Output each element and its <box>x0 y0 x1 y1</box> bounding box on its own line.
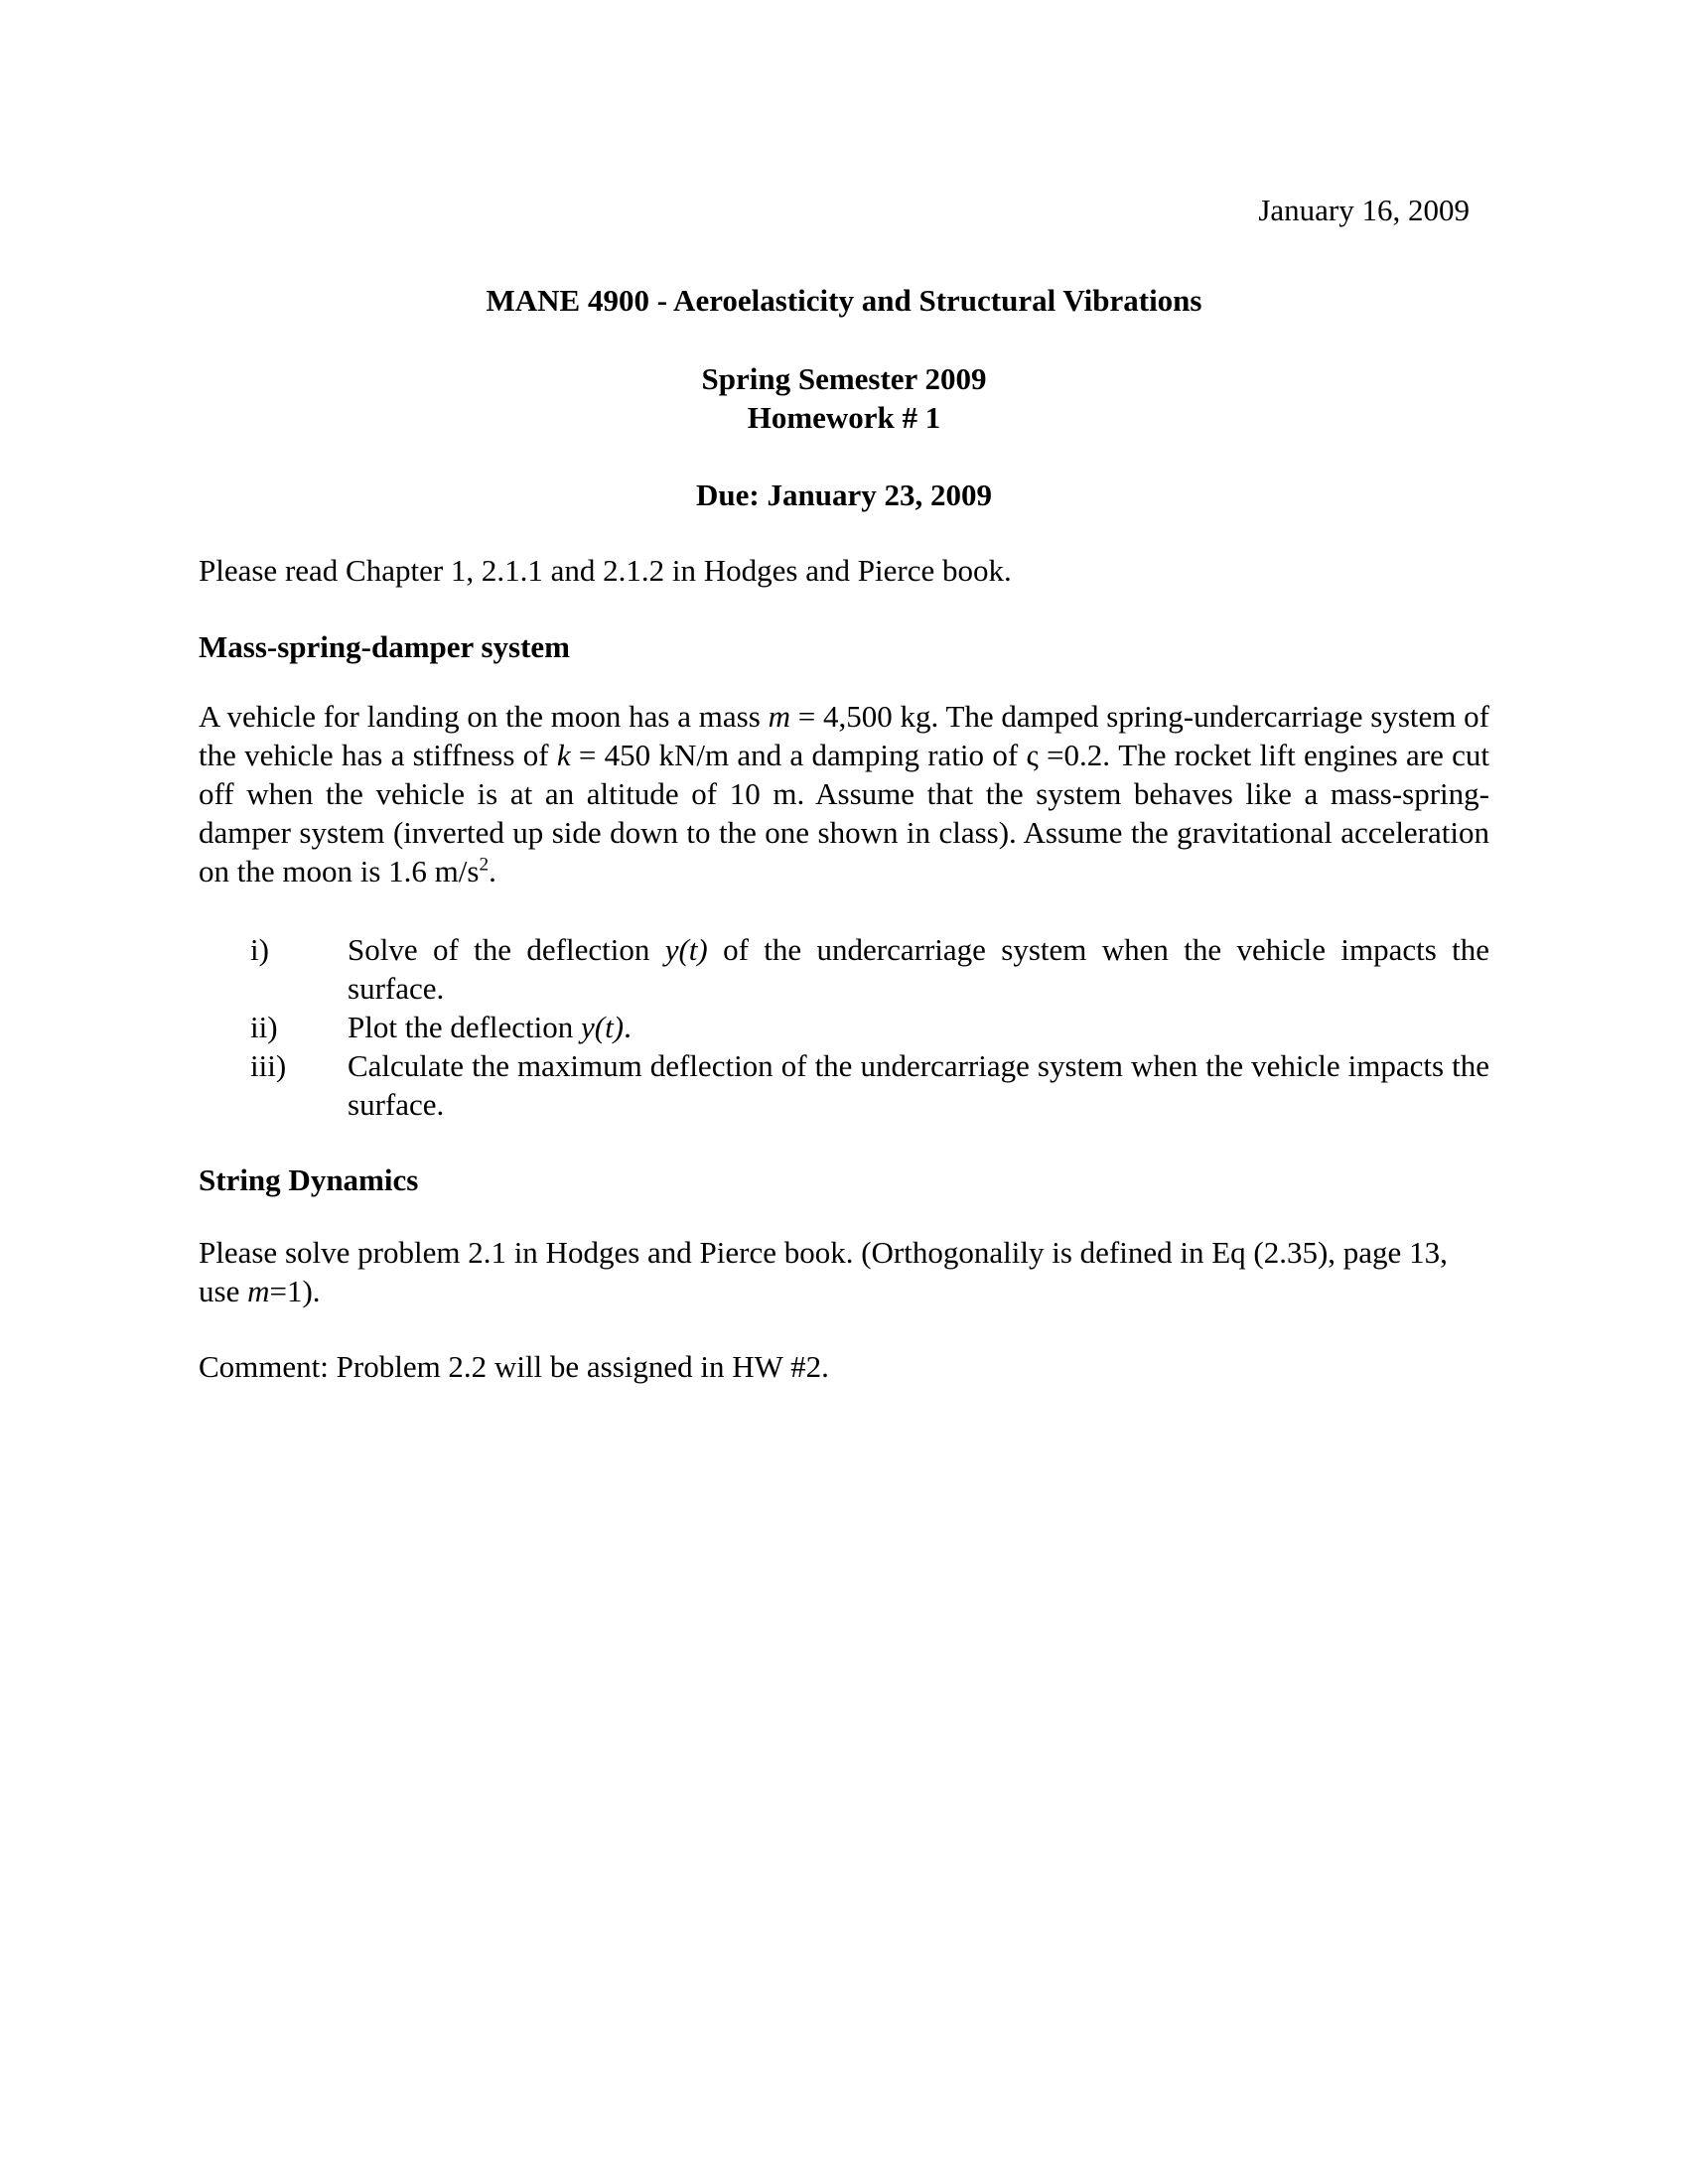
subtitle-block <box>199 359 1489 437</box>
section-heading-mass-spring-damper: Mass-spring-damper system <box>199 629 570 664</box>
reading-instruction-paragraph: Please read Chapter 1, 2.1.1 and 2.1.2 in Hodges and Pierce book. <box>199 553 1012 588</box>
document-date: January 16, 2009 <box>1258 193 1470 227</box>
list-item <box>199 930 1489 1008</box>
due-date-line: Due: January 23, 2009 <box>696 478 992 512</box>
homework-number-line: Homework # 1 <box>747 400 941 435</box>
semester-line: Spring Semester 2009 <box>701 361 987 396</box>
list-item-text: Solve of the deflection y(t) of the undercarriage system when the vehicle impacts the surface. <box>348 932 1489 1006</box>
mass-spring-damper-paragraph: A vehicle for landing on the moon has a mass m = 4,500 kg. The damped spring-undercarriage system of the vehicle has a stiffness of k = 450 kN/m and a damping ratio of ς =0.2. The rocket lift engines are cut off when the vehicle is at an altitude of 10 m. Assume that the system behaves like a mass-spring-damper system (inverted up side down to the one shown in class). Assume the gravitational acceleration on the moon is 1.6 $m/s^2$. <box>199 699 1489 888</box>
course-title: MANE 4900 - Aeroelasticity and Structural Vibrations <box>486 283 1202 318</box>
list-item-text: Calculate the maximum deflection of the undercarriage system when the vehicle impacts the surface. <box>348 1048 1489 1122</box>
list-marker: ii) <box>250 1010 278 1044</box>
comment-paragraph: Comment: Problem 2.2 will be assigned in HW #2. <box>199 1349 829 1384</box>
list-item <box>199 1008 1489 1046</box>
task-list <box>199 930 1489 1124</box>
list-item <box>199 1046 1489 1124</box>
list-item-text: Plot the deflection y(t). <box>348 1010 632 1044</box>
section-heading-string-dynamics: String Dynamics <box>199 1162 419 1197</box>
list-marker: i) <box>250 932 269 967</box>
string-dynamics-paragraph: Please solve problem 2.1 in Hodges and Pierce book. (Orthogonalily is defined in Eq (2.35), page 13, use m=1). <box>199 1235 1448 1308</box>
list-marker: iii) <box>250 1048 287 1083</box>
